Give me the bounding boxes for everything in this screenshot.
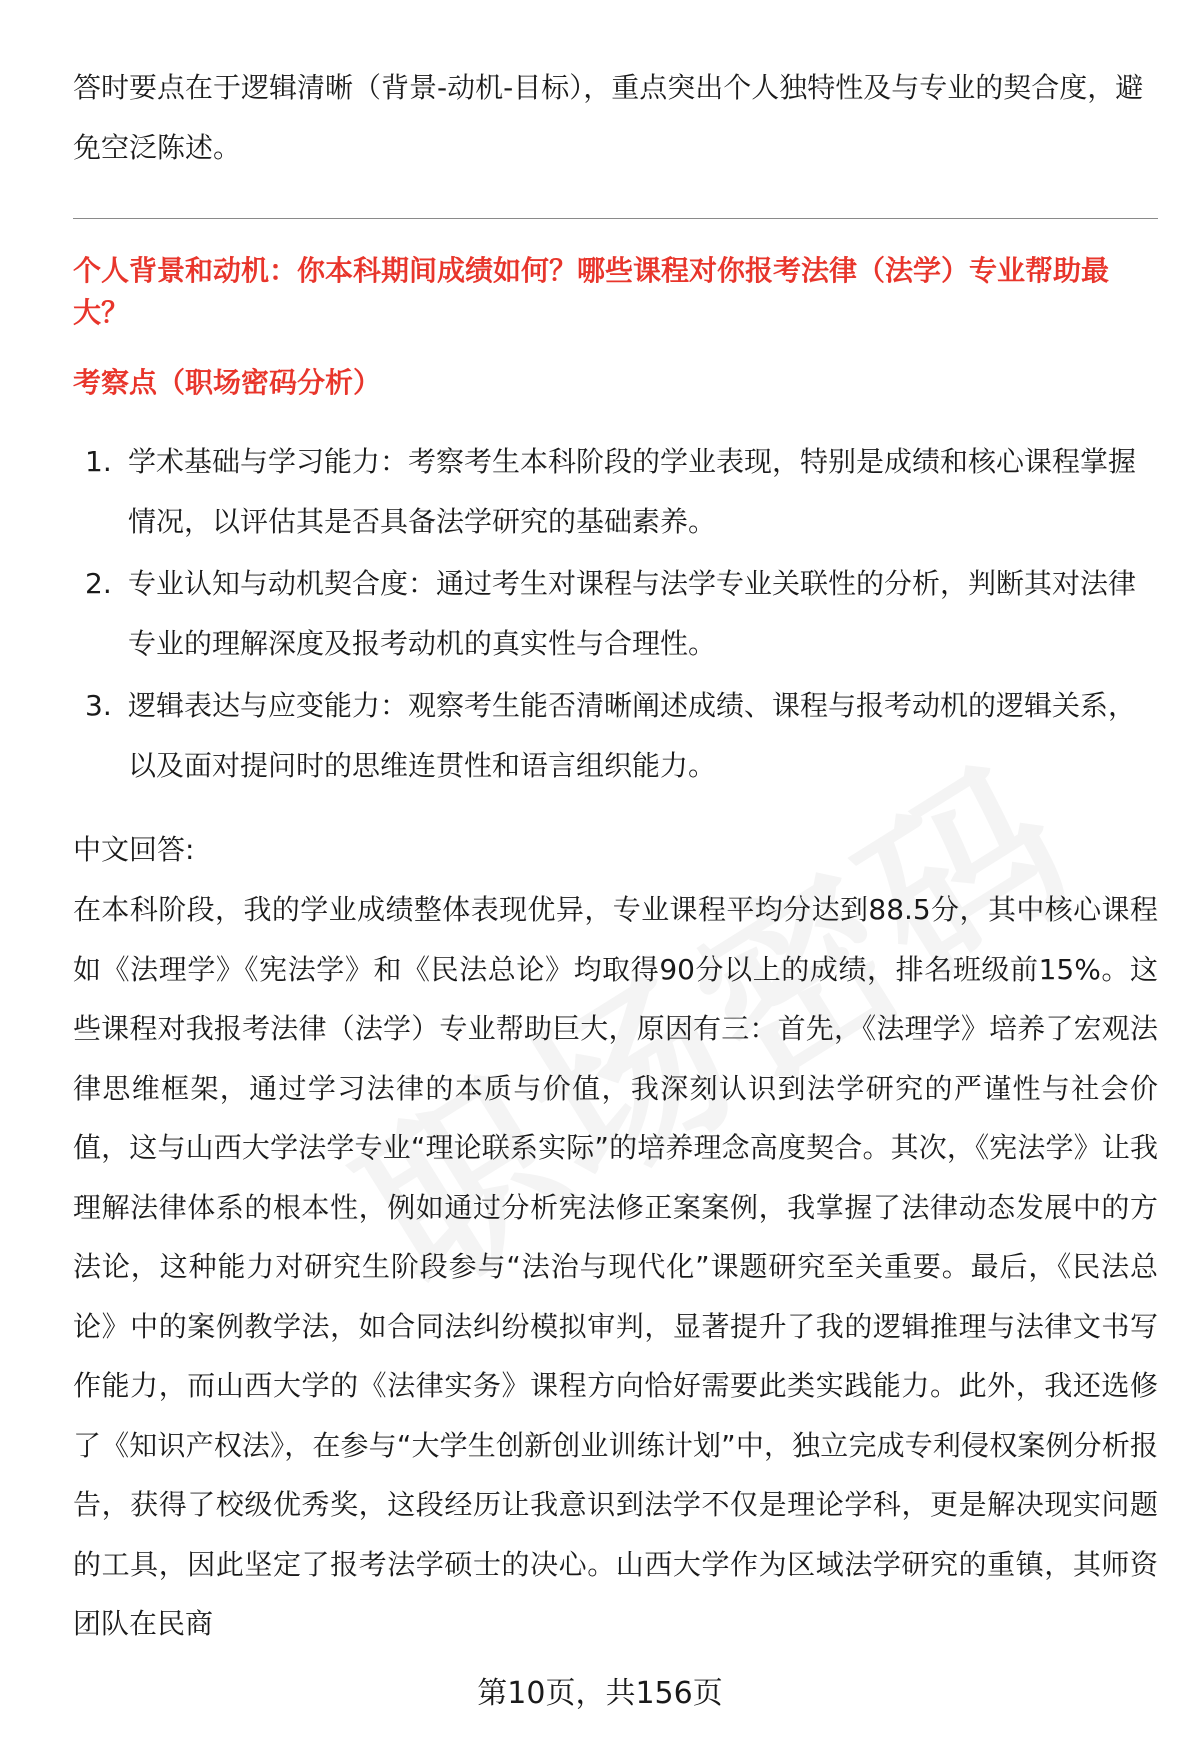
- page-number-footer: 第10页，共156页: [477, 1676, 723, 1711]
- list-item-number: 3.: [85, 689, 112, 722]
- list-item-text: 学术基础与学习能力：考察考生本科阶段的学业表现，特别是成绩和核心课程掌握情况，以评估其是否具备法学研究的基础素养。: [128, 445, 1137, 538]
- section-title: 考察点（职场密码分析）: [73, 366, 382, 399]
- list-item-text: 逻辑表达与应变能力：观察考生能否清晰阐述成绩、课程与报考动机的逻辑关系，以及面对提问时的思维连贯性和语言组织能力。: [128, 689, 1137, 782]
- section-divider: [73, 218, 1158, 219]
- assessment-points-list: [73, 432, 1158, 798]
- list-item: [73, 432, 1158, 552]
- list-item-number: 1.: [85, 445, 112, 478]
- list-item: [73, 676, 1158, 796]
- list-item-text: 专业认知与动机契合度：通过考生对课程与法学专业关联性的分析，判断其对法律专业的理解深度及报考动机的真实性与合理性。: [128, 567, 1137, 660]
- list-item-number: 2.: [85, 567, 112, 600]
- question-heading: 个人背景和动机：你本科期间成绩如何？哪些课程对你报考法律（法学）专业帮助最大？: [73, 254, 1110, 329]
- answer-body: 在本科阶段，我的学业成绩整体表现优异，专业课程平均分达到88.5分，其中核心课程如《法理学》《宪法学》和《民法总论》均取得90分以上的成绩，排名班级前15%。这些课程对我报考法律（法学）专业帮助巨大，原因有三：首先，《法理学》培养了宏观法律思维框架，通过学习法律的本质与价值，我深刻认识到法学研究的严谨性与社会价值，这与山西大学法学专业“理论联系实际”的培养理念高度契合。其次，《宪法学》让我理解法律体系的根本性，例如通过分析宪法修正案案例，我掌握了法律动态发展中的方法论，这种能力对研究生阶段参与“法治与现代化”课题研究至关重要。最后，《民法总论》中的案例教学法，如合同法纠纷模拟审判，显著提升了我的逻辑推理与法律文书写作能力，而山西大学的《法律实务》课程方向恰好需要此类实践能力。此外，我还选修了《知识产权法》，在参与“大学生创新创业训练计划”中，独立完成专利侵权案例分析报告，获得了校级优秀奖，这段经历让我意识到法学不仅是理论学科，更是解决现实问题的工具，因此坚定了报考法学硕士的决心。山西大学作为区域法学研究的重镇，其师资团队在民商: [73, 893, 1158, 1640]
- intro-paragraph: 答时要点在于逻辑清晰（背景-动机-目标），重点突出个人独特性及与专业的契合度，避免空泛陈述。: [73, 71, 1144, 164]
- answer-label: 中文回答:: [73, 833, 195, 866]
- list-item: [73, 554, 1158, 674]
